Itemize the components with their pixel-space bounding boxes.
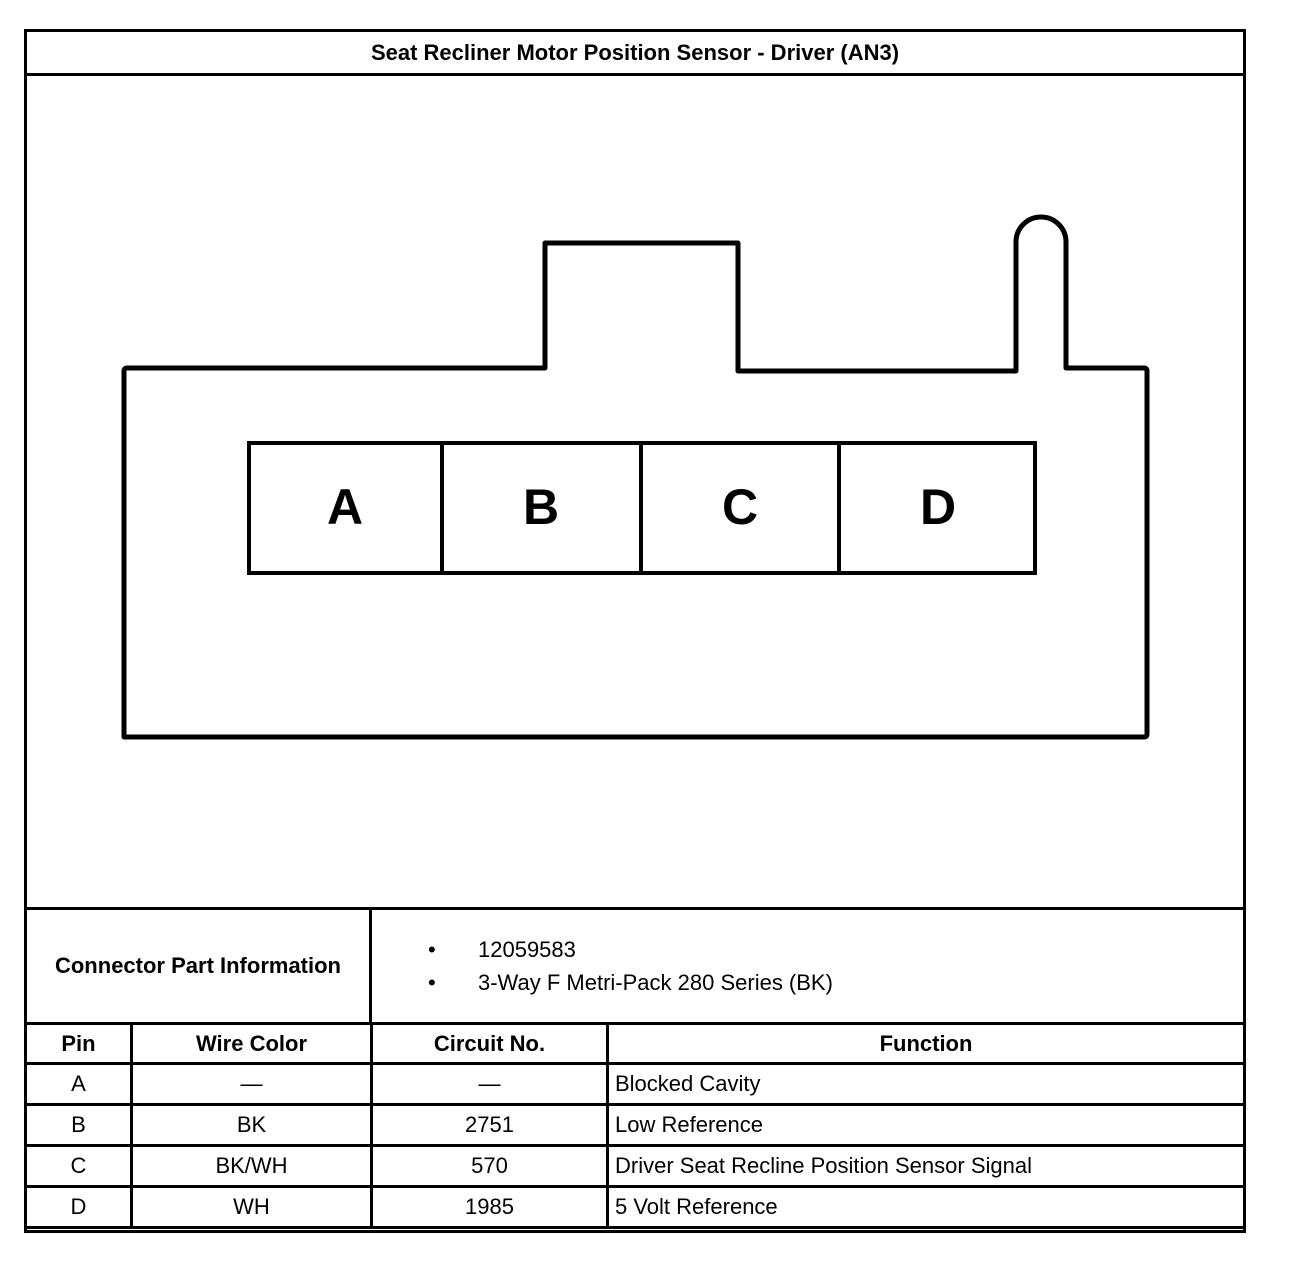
connector-diagram-frame [24,29,1246,1233]
cavity-label-d: D [919,479,957,535]
cavity-label-a: A [326,479,364,535]
circuit-cell: — [372,1064,608,1105]
part-info-values [371,909,1245,1024]
table-row [26,1187,1245,1228]
connector-part-info-table [24,907,1246,1025]
pinout-table [24,1022,1246,1229]
wire-color-cell: BK [132,1105,372,1146]
header-pin: Pin [26,1024,132,1064]
part-info-row [26,909,1245,1024]
header-circuit: Circuit No. [372,1024,608,1064]
part-info-label: Connector Part Information [26,909,371,1024]
function-cell: Blocked Cavity [608,1064,1245,1105]
circuit-cell: 1985 [372,1187,608,1228]
cavity-label-b: B [522,479,560,535]
circuit-cell: 570 [372,1146,608,1187]
wire-color-cell: WH [132,1187,372,1228]
part-info-list [372,933,1243,999]
wire-color-cell: BK/WH [132,1146,372,1187]
pin-cell: C [26,1146,132,1187]
diagram-title: Seat Recliner Motor Position Sensor - Driver (AN3) [27,32,1243,76]
header-function: Function [608,1024,1245,1064]
table-row [26,1105,1245,1146]
cavity-label-c: C [721,479,759,535]
circuit-cell: 2751 [372,1105,608,1146]
function-cell: 5 Volt Reference [608,1187,1245,1228]
header-wire-color: Wire Color [132,1024,372,1064]
part-number: • 12059583 [428,933,1243,966]
connector-series: • 3-Way F Metri-Pack 280 Series (BK) [428,966,1243,999]
pin-cell: A [26,1064,132,1105]
function-cell: Low Reference [608,1105,1245,1146]
connector-drawing [27,32,1243,902]
table-row [26,1064,1245,1105]
table-row [26,1146,1245,1187]
cavity-row [249,443,1035,573]
pinout-header-row [26,1024,1245,1064]
connector-housing [124,217,1147,737]
function-cell: Driver Seat Recline Position Sensor Signal [608,1146,1245,1187]
pin-cell: D [26,1187,132,1228]
pin-cell: B [26,1105,132,1146]
wire-color-cell: — [132,1064,372,1105]
